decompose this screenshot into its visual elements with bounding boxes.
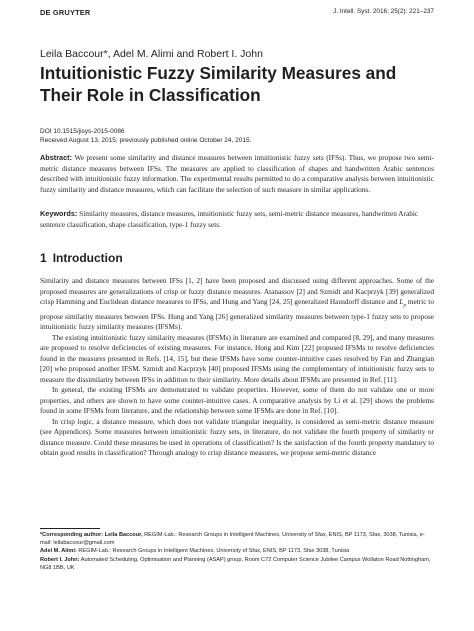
footnote-label: Adel M. Alimi: <box>40 548 77 555</box>
paragraph: In general, the existing IFSMs are demonstrated to validate properties. However, some of them do not validate one or more properties, and others are shown to have some counter-intuitive cases. A comparative analysis by Li et al. [29] shows the problems found in some IFSMs from literature, and the relationship between some IFSMs are done in Ref. [10]. <box>40 385 434 416</box>
article-title <box>40 62 440 106</box>
keywords-label: Keywords: <box>40 209 78 218</box>
title-line: Their Role in Classification <box>40 85 261 105</box>
paragraph: In crisp logic, a distance measure, which does not validate triangular inequality, is considered as semi-metric distance measure (see Appendices). Some measures between intuitionistic fuzzy sets, in literature, do not validate the fourth property of similarity or distance measure. Could these measures be used in operations of classification? Is the satisfaction of the fourth property mandatory to obtain good results in classification? Through analogy to crisp distance measures, we propose semi-metric distance <box>40 416 434 458</box>
publication-dates: Received August 13, 2015; previously published online October 24, 2015. <box>40 137 252 144</box>
paragraph: The existing intuitionistic fuzzy similarity measures (IFSMs) in literature are examined and compared [8, 29], and many measures are proposed to resolve deficiencies of existing measures. For instance, Hong and Kim [22] proposed IFSMs to resolve deficiencies found in the measures presented in Refs. [14, 15], but these IFSMs have some counter-intuitive cases resolved by Fan and Zhangian [20] who proposed another IFSM. Szmidt and Kacprzyk [40] proposed IFSMs using the complementary of intuitionistic fuzzy sets to measure the dissimilarity between IFSs in addition to their similarity. More details about IFSMs are presented in Ref. [11]. <box>40 332 434 384</box>
footnote-text: Automated Scheduling, Optimisation and Planning (ASAP) group, Room C72 Computer Science Jubilee Campus Wollaton Road Nottingham, NG8 1BB, UK <box>40 556 431 571</box>
section-heading <box>40 251 123 265</box>
abstract <box>40 153 434 195</box>
abstract-text: We present some similarity and distance measures between intuitionistic fuzzy sets (IFSs). Thus, we propose two semi-metric distance measures between IFSs. The measures are applied to classification of shapes and handwritten Arabic sentences described with intuitionistic fuzzy information. The experimental results permitted to do a comparative analysis between intuitionistic fuzzy similarity and distance measures, which can facilitate the selection of such measure in similar applications. <box>40 153 434 194</box>
section-title: Introduction <box>52 251 123 265</box>
section-number: 1 <box>40 251 47 265</box>
keywords <box>40 209 434 230</box>
journal-citation: J. Intell. Syst. 2016; 25(2): 221–237 <box>333 8 434 15</box>
title-line: Intuitionistic Fuzzy Similarity Measures and <box>40 63 397 83</box>
publisher-name: DE GRUYTER <box>40 8 91 17</box>
body-text <box>40 276 434 459</box>
footnote-rule <box>40 528 100 529</box>
doi: DOI 10.1515/jisys-2015-0086 <box>40 128 125 135</box>
footnote-alimi <box>40 547 434 555</box>
abstract-label: Abstract: <box>40 153 73 162</box>
article-metadata <box>40 127 251 145</box>
keywords-text: Similarity measures, distance measures, intuitionistic fuzzy sets, semi-metric distance measures, handwritten Arabic sentence classification, shape classification, type-1 fuzzy sets. <box>40 209 419 229</box>
author-footnotes <box>40 531 434 572</box>
footnote-text: REGIM-Lab.: Research Groups in Intelligent Machines, University of Sfax, ENIS, BP 1173, Sfax 3038, Tunisia <box>76 548 350 555</box>
footnote-label: *Corresponding author: Leila Baccour, <box>40 532 143 538</box>
footnote-text: REGIM-Lab.: Research Groups in Intelligent Machines, University of Sfax, ENIS, BP 1173, Sfax, 3038, Tunisia, e-mail: leilabaccour@gmail.com <box>40 532 425 547</box>
footnote-john <box>40 556 434 572</box>
running-header <box>40 8 434 20</box>
author-list: Leila Baccour*, Adel M. Alimi and Robert I. John <box>40 48 263 60</box>
footnote-label: Robert I. John: <box>40 556 80 563</box>
footnote-corresponding <box>40 531 434 547</box>
paragraph: Similarity and distance measures between IFSs [1, 2] have been proposed and discussed using different approaches. Some of the proposed measures are generalizations of crisp or fuzzy distance measures. Atanassov [2] and Szmidt and Kacprzyk [39] generalized crisp Hamming and Euclidean distance measures to IFSs, and Hung and Yang [24, 25] generalized Hausdorff distance and $L_p$ metric to propose similarity measures between IFSs. Hung and Yang [26] generalized similarity measures between type-1 fuzzy sets to propose intuitionistic fuzzy similarity measures (IFSMs). <box>40 276 434 332</box>
